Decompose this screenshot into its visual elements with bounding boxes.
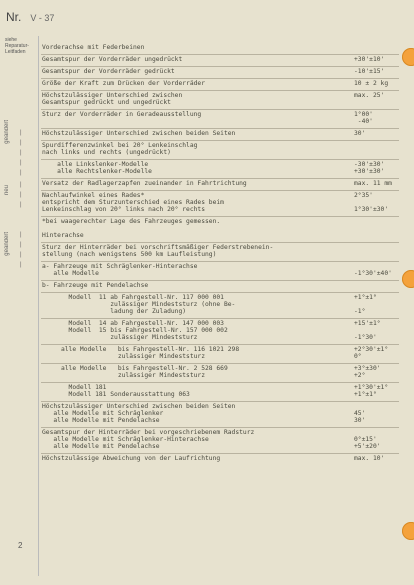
spec-label: alle Modelle bis Fahrgestell-Nr. 2 528 669 zulässiger Mindeststurz bbox=[60, 365, 228, 379]
spec-value: max. 10' bbox=[354, 455, 385, 462]
margin-rule bbox=[38, 36, 39, 576]
spec-label: Größe der Kraft zum Drücken der Vorderräder bbox=[42, 80, 206, 87]
nr-label: Nr. bbox=[6, 10, 22, 24]
spec-label: Höchstzulässige Abweichung von der Laufrichtung bbox=[42, 455, 221, 462]
row-divider bbox=[41, 54, 399, 55]
spec-row bbox=[42, 320, 394, 341]
row-divider bbox=[41, 90, 399, 91]
spec-row bbox=[42, 111, 394, 125]
spec-value: -10'±15' bbox=[354, 68, 385, 75]
spec-label: alle Modelle bis Fahrgestell-Nr. 116 1021 298 zulässiger Mindeststurz bbox=[60, 346, 240, 360]
spec-row bbox=[42, 80, 394, 87]
row-divider bbox=[41, 382, 399, 383]
side-note: geändert bbox=[4, 120, 10, 144]
side-note: neu bbox=[4, 185, 10, 196]
spec-row bbox=[42, 294, 394, 315]
spec-label: Gesamtspur der Vorderräder ungedrückt bbox=[42, 56, 183, 63]
row-divider bbox=[41, 140, 399, 141]
row-divider bbox=[41, 280, 399, 281]
spec-value: 45' 30' bbox=[354, 410, 366, 424]
spec-label: Höchstzulässiger Unterschied zwischen Gesamtspur gedrückt und ungedrückt bbox=[42, 92, 183, 106]
side-header bbox=[5, 37, 35, 55]
spec-row bbox=[42, 180, 394, 187]
row-divider bbox=[41, 261, 399, 262]
spec-label: Höchstzulässiger Unterschied zwischen beiden Seiten alle Modelle mit Schräglenker alle Modelle mit Pendelachse bbox=[42, 403, 236, 424]
spec-row bbox=[42, 192, 394, 213]
spec-label: Versatz der Radlagerzapfen zueinander in Fahrtrichtung bbox=[42, 180, 247, 187]
spec-row bbox=[42, 455, 394, 462]
row-divider bbox=[41, 453, 399, 454]
spec-value: -1°30'±40' bbox=[354, 270, 392, 277]
row-divider bbox=[41, 159, 399, 160]
spec-label: Modell 14 ab Fahrgestell-Nr. 147 000 003 Modell 15 bis Fahrgestell-Nr. 157 000 002 zulässiger Mindeststurz bbox=[68, 320, 228, 341]
spec-row bbox=[42, 282, 394, 289]
row-divider bbox=[41, 78, 399, 79]
spec-label: Gesamtspur der Hinterräder bei vorgeschriebenem Radsturz alle Modelle mit Schräglenker-Hinterachse alle Modelle mit Pendelachse bbox=[42, 429, 255, 450]
row-divider bbox=[41, 401, 399, 402]
row-divider bbox=[41, 344, 399, 345]
section-title-rear-axle-text: Hinterachse bbox=[42, 232, 84, 239]
margin-marks: | | | | bbox=[20, 232, 22, 268]
margin-marks: | | | bbox=[20, 182, 22, 208]
spec-label: a- Fahrzeuge mit Schräglenker-Hinterachse alle Modelle bbox=[42, 263, 198, 277]
side-header-line: Reparatur- bbox=[5, 43, 29, 49]
page-header bbox=[6, 10, 54, 24]
spec-label: Höchstzulässiger Unterschied zwischen beiden Seiten bbox=[42, 130, 236, 137]
spec-label: alle Linkslenker-Modelle alle Rechtslenker-Modelle bbox=[57, 161, 152, 175]
spec-value: -30'±30' +30'±30' bbox=[354, 161, 385, 175]
row-divider bbox=[41, 109, 399, 110]
row-divider bbox=[41, 66, 399, 67]
spec-row bbox=[42, 130, 394, 137]
row-divider bbox=[41, 128, 399, 129]
spec-row bbox=[42, 365, 394, 379]
nr-value: V - 37 bbox=[30, 13, 55, 23]
margin-marks: | | | | | bbox=[20, 130, 22, 176]
punch-hole bbox=[402, 270, 414, 288]
row-divider bbox=[41, 190, 399, 191]
row-divider bbox=[41, 242, 399, 243]
row-divider bbox=[41, 292, 399, 293]
spec-value: +3°±30' +2° bbox=[354, 365, 381, 379]
spec-row bbox=[42, 263, 394, 277]
page-number: 2 bbox=[18, 541, 23, 550]
side-note: geändert bbox=[4, 232, 10, 256]
row-divider bbox=[41, 178, 399, 179]
spec-value: +2°30'±1° 0° bbox=[354, 346, 389, 360]
spec-value: 0°±15' +5'±20' bbox=[354, 436, 381, 450]
spec-value: +30'±10' bbox=[354, 56, 385, 63]
punch-hole bbox=[402, 48, 414, 66]
spec-value: max. 25' bbox=[354, 92, 385, 99]
spec-row bbox=[42, 68, 394, 75]
spec-row bbox=[42, 161, 394, 175]
spec-label: Spurdifferenzwinkel bei 20° Lenkeinschlag nach links und rechts (ungedrückt) bbox=[42, 142, 198, 156]
spec-label: *bei waagerechter Lage des Fahrzeuges gemessen. bbox=[42, 218, 221, 225]
spec-value: +1°30'±1° +1°±1° bbox=[354, 384, 389, 398]
row-divider bbox=[41, 363, 399, 364]
section-title-front-axle-text: Vorderachse mit Federbeinen bbox=[42, 44, 145, 51]
spec-value: max. 11 mm bbox=[354, 180, 392, 187]
spec-label: Gesamtspur der Vorderräder gedrückt bbox=[42, 68, 175, 75]
side-header-line: Leitfaden bbox=[5, 49, 26, 55]
spec-value: +15'±1° -1°30' bbox=[354, 320, 381, 341]
section-intro-text: Sturz der Hinterräder bei vorschriftsmäßiger Federstrebenein- stellung (nach wenigstens 500 km Laufleistung) bbox=[42, 244, 274, 258]
spec-row bbox=[42, 142, 394, 156]
spec-label: Nachlaufwinkel eines Rades* entspricht dem Sturzunterschied eines Rades beim Lenkeinschlag von 20° links nach 20° rechts bbox=[42, 192, 224, 213]
row-divider bbox=[41, 216, 399, 217]
spec-value: 30' bbox=[354, 130, 366, 137]
spec-row bbox=[42, 56, 394, 63]
spec-row bbox=[42, 346, 394, 360]
spec-value: 2°35' 1°30'±30' bbox=[354, 192, 389, 213]
spec-row bbox=[42, 218, 394, 225]
punch-hole bbox=[402, 522, 414, 540]
spec-row bbox=[42, 92, 394, 106]
spec-label: Modell 181 Modell 181 Sonderausstattung 063 bbox=[68, 384, 190, 398]
spec-row bbox=[42, 384, 394, 398]
side-header-line: siehe bbox=[5, 37, 17, 43]
spec-label: b- Fahrzeuge mit Pendelachse bbox=[42, 282, 149, 289]
spec-row bbox=[42, 403, 394, 424]
row-divider bbox=[41, 318, 399, 319]
spec-value: +1°±1° -1° bbox=[354, 294, 377, 315]
spec-row bbox=[42, 429, 394, 450]
spec-value: 10 ± 2 kg bbox=[354, 80, 389, 87]
spec-label: Modell 11 ab Fahrgestell-Nr. 117 000 001 zulässiger Mindeststurz (ohne Be- ladung der Zuladung) bbox=[68, 294, 236, 315]
row-divider bbox=[41, 427, 399, 428]
spec-label: Sturz der Vorderräder in Geradeausstellung bbox=[42, 111, 202, 118]
spec-value: 1°00' -40' bbox=[354, 111, 373, 125]
